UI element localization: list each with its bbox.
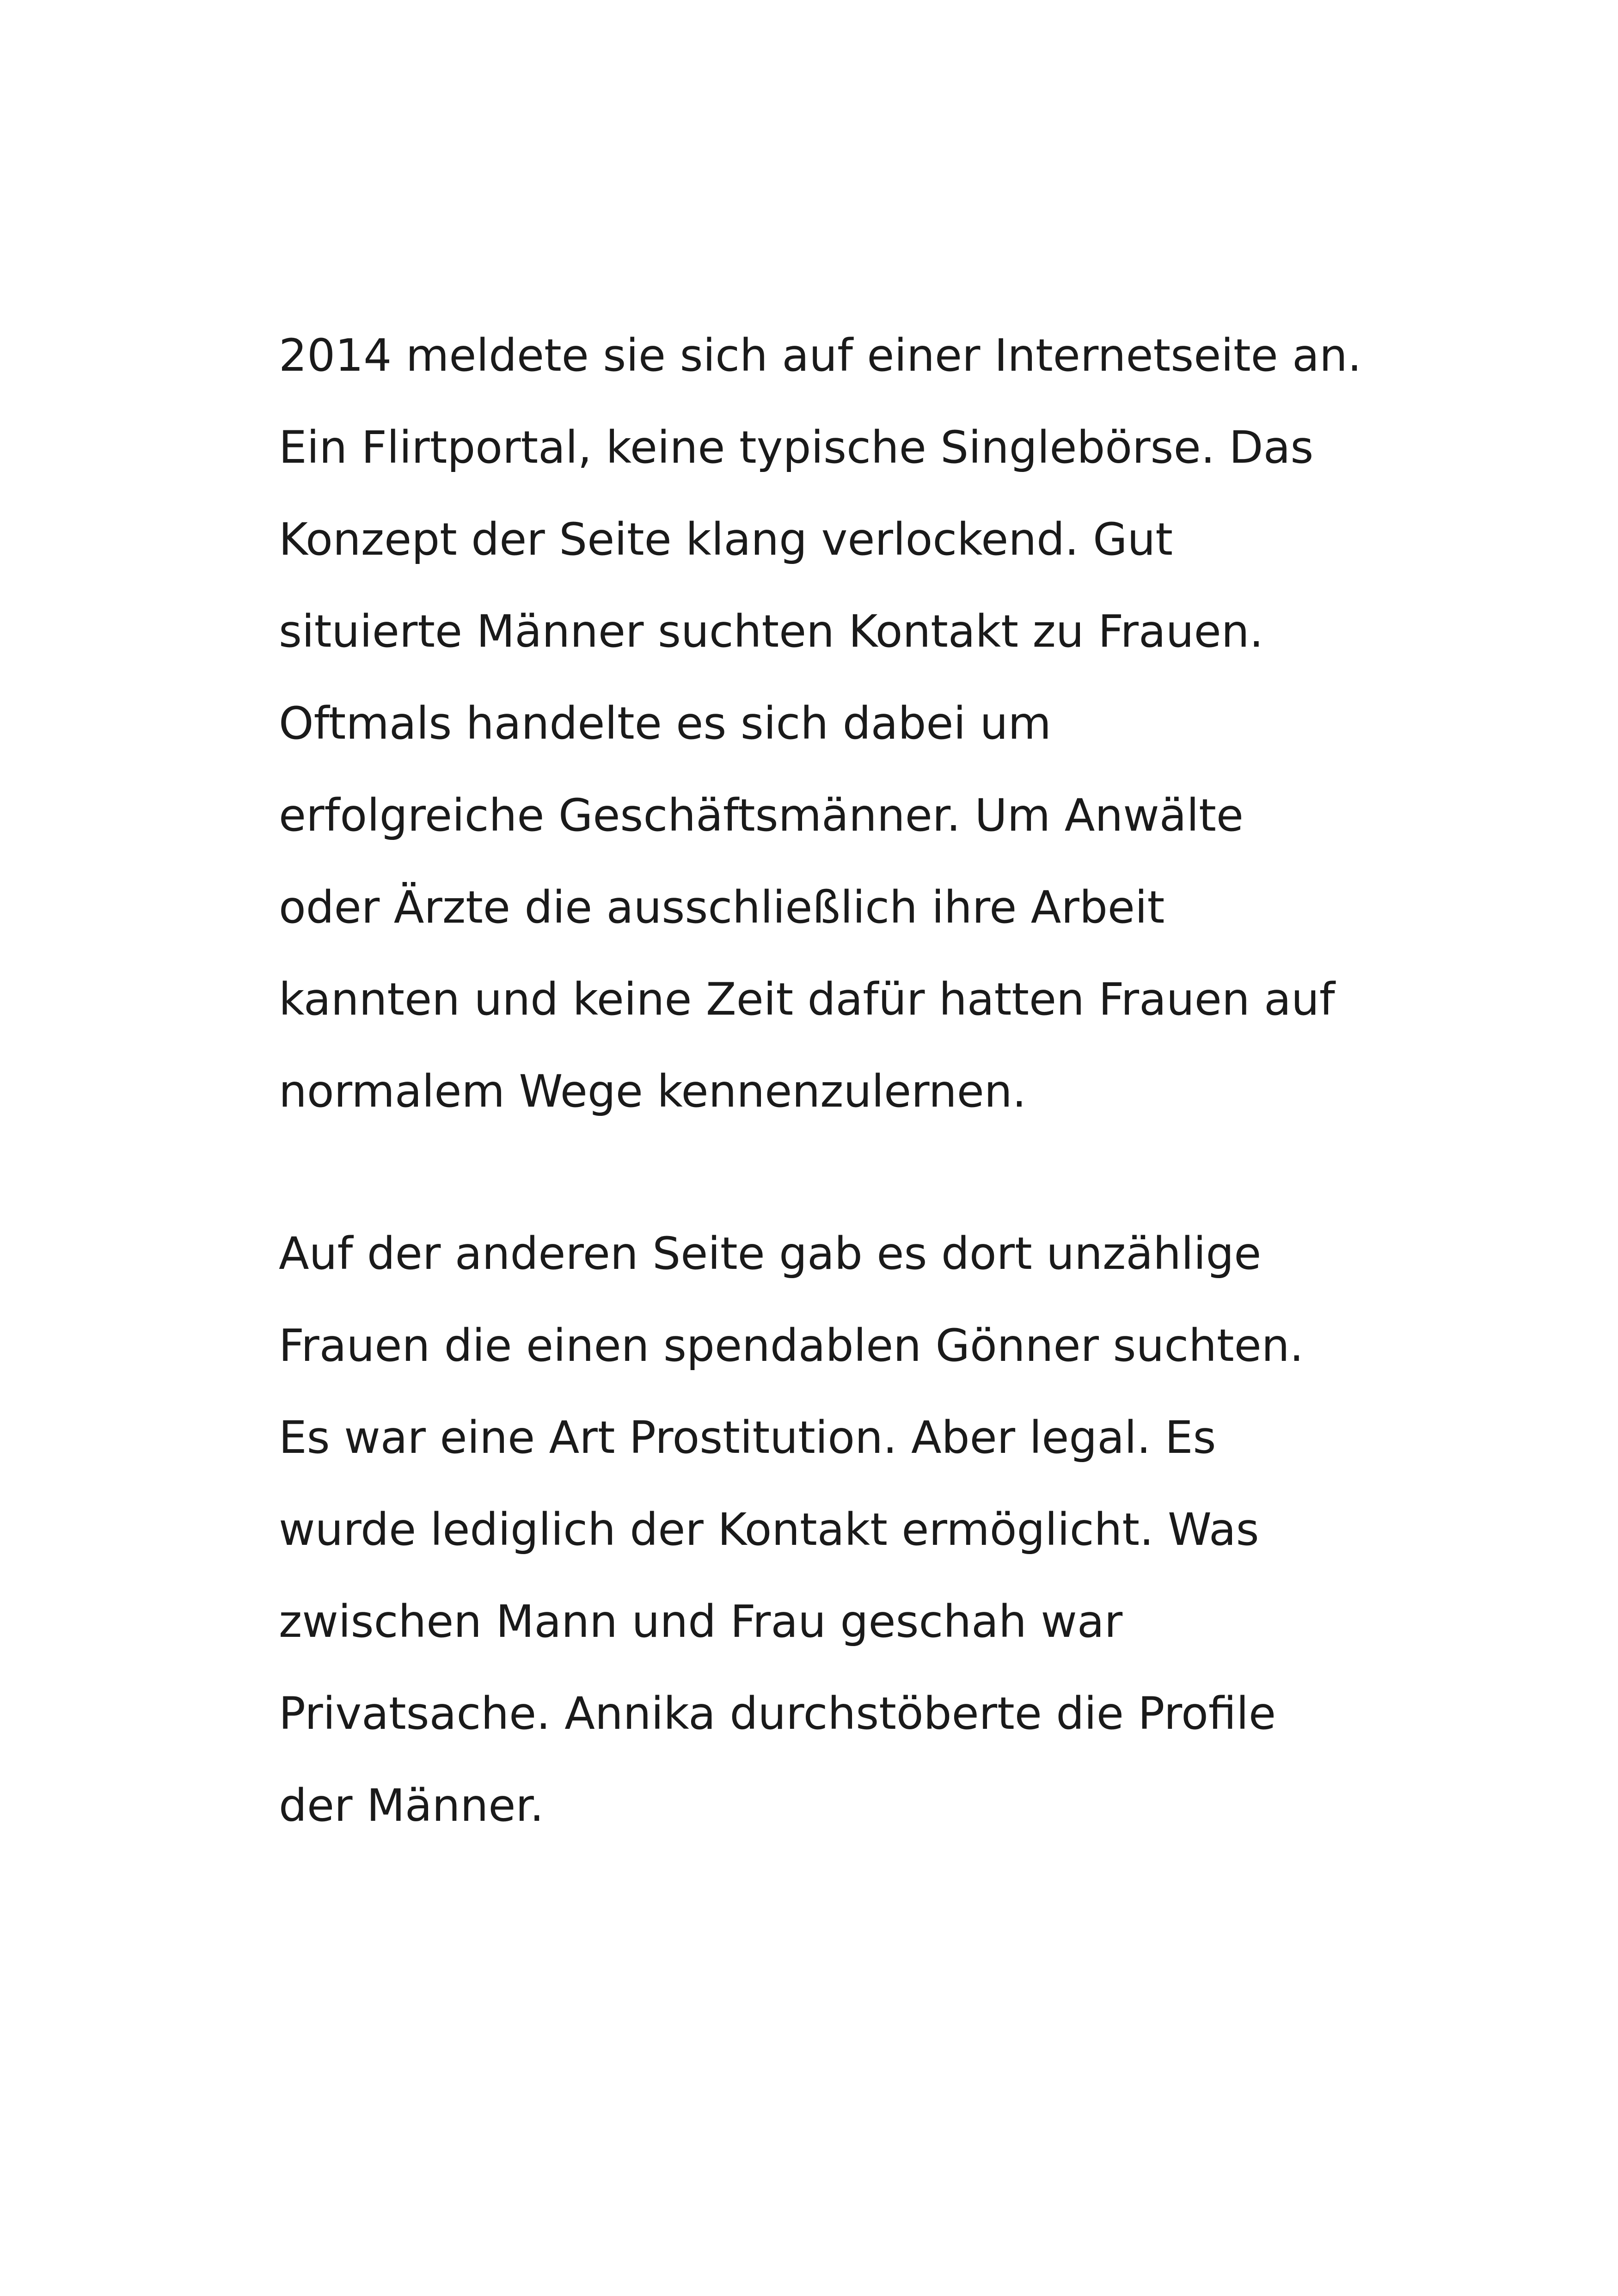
text-line: Ein Flirtportal, keine typische Singlebörse. Das bbox=[279, 422, 1314, 473]
text-line: Es war eine Art Prostitution. Aber legal. Es bbox=[279, 1412, 1216, 1463]
text-line: Konzept der Seite klang verlockend. Gut bbox=[279, 514, 1173, 565]
text-line: Privatsache. Annika durchstöberte die Profile bbox=[279, 1688, 1276, 1739]
text-line: oder Ärzte die ausschließlich ihre Arbeit bbox=[279, 882, 1165, 933]
text-line: Oftmals handelte es sich dabei um bbox=[279, 698, 1051, 749]
paragraph-2 bbox=[279, 1208, 1388, 1852]
text-line: Auf der anderen Seite gab es dort unzählige bbox=[279, 1228, 1262, 1280]
text-line: erfolgreiche Geschäftsmänner. Um Anwälte bbox=[279, 790, 1244, 841]
paragraph-spacer bbox=[279, 1138, 1388, 1208]
body-text bbox=[279, 310, 1388, 1852]
text-line: kannten und keine Zeit dafür hatten Frauen auf bbox=[279, 974, 1335, 1025]
text-line: situierte Männer suchten Kontakt zu Frauen. bbox=[279, 606, 1264, 657]
text-line: der Männer. bbox=[279, 1780, 544, 1831]
text-line: wurde lediglich der Kontakt ermöglicht. Was bbox=[279, 1504, 1259, 1555]
text-line: 2014 meldete sie sich auf einer Internetseite an. bbox=[279, 330, 1362, 381]
paragraph-1 bbox=[279, 310, 1388, 1138]
text-line: zwischen Mann und Frau geschah war bbox=[279, 1596, 1123, 1647]
text-line: Frauen die einen spendablen Gönner suchten. bbox=[279, 1320, 1304, 1371]
text-line: normalem Wege kennenzulernen. bbox=[279, 1065, 1027, 1117]
